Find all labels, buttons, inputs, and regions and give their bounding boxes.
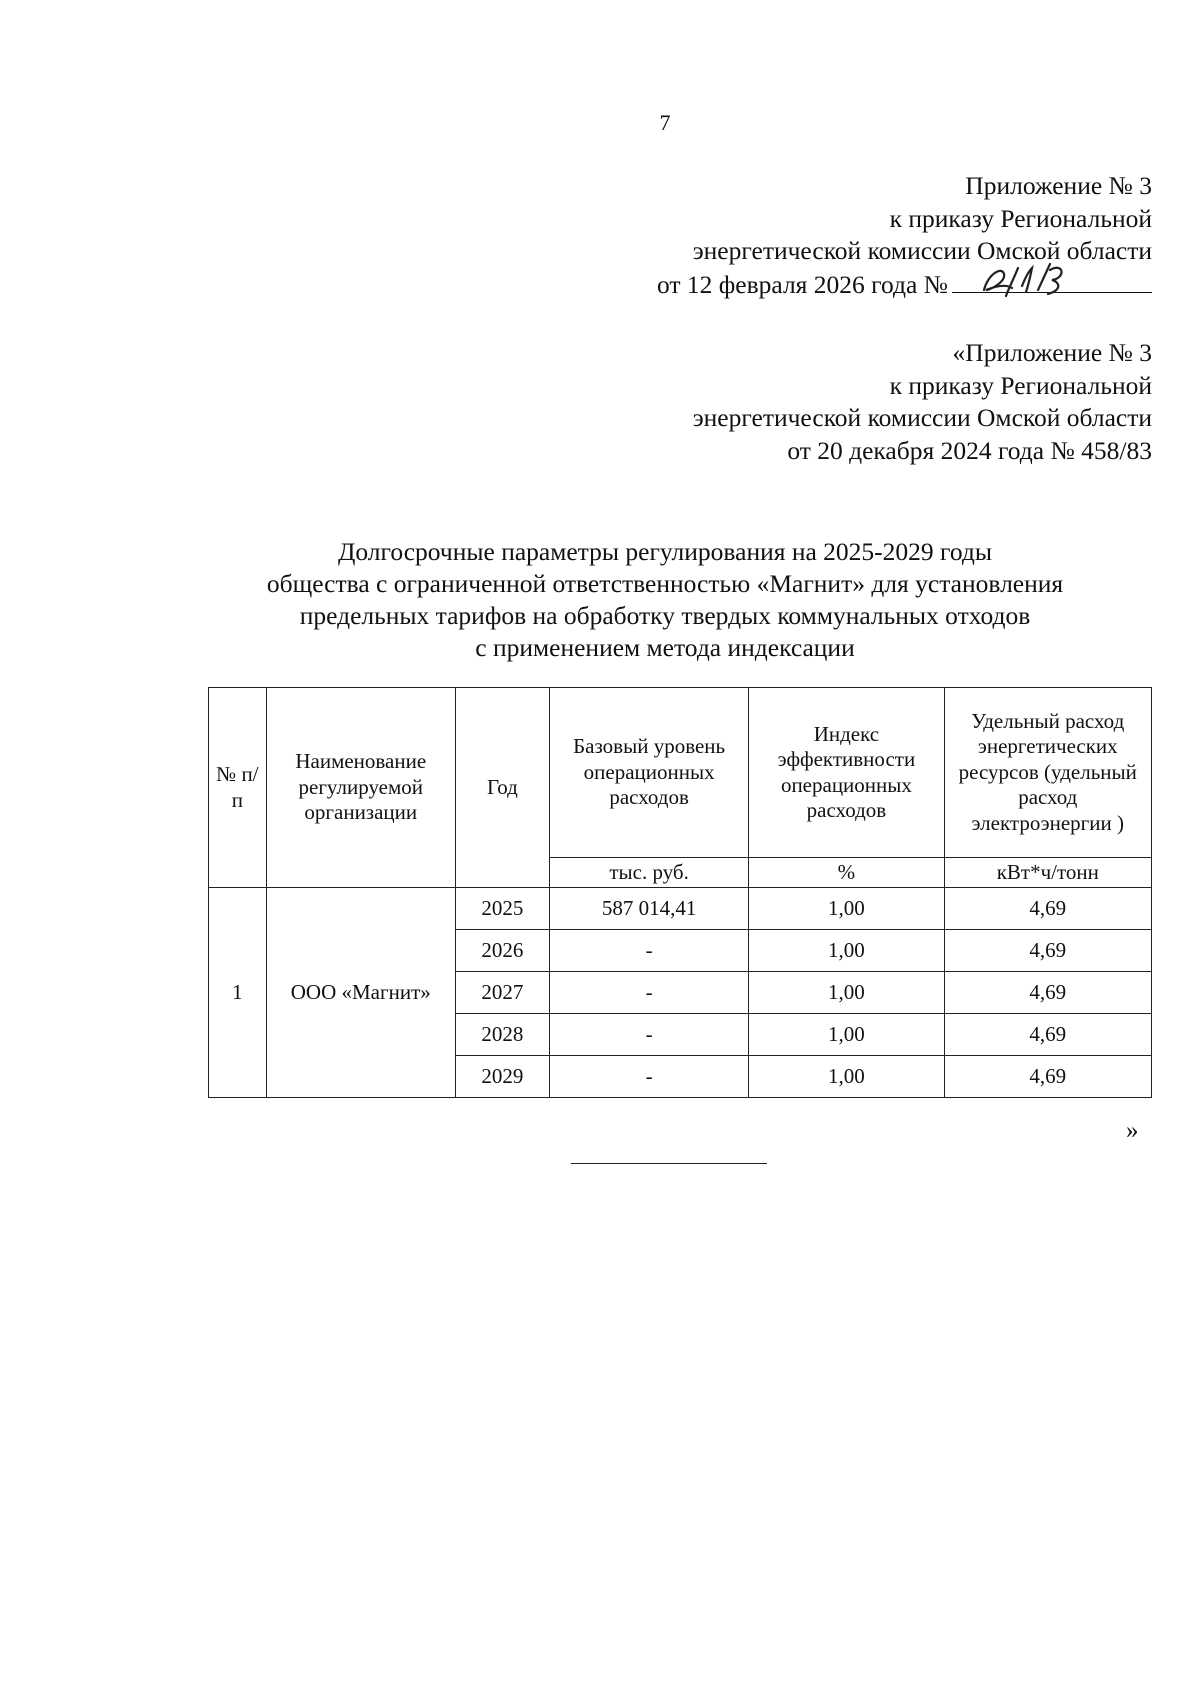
cell-year: 2025 — [455, 888, 549, 930]
table-row — [209, 888, 1152, 930]
unit-index: % — [749, 858, 944, 888]
cell-index: 1,00 — [749, 1056, 944, 1098]
original-appendix-commission: энергетической комиссии Омской области — [692, 403, 1152, 432]
cell-index: 1,00 — [749, 888, 944, 930]
row-num: 1 — [209, 888, 267, 1098]
title-line-1: Долгосрочные параметры регулирования на 2025-2029 годы — [338, 537, 992, 566]
cell-base: - — [549, 1056, 748, 1098]
page-number: 7 — [659, 110, 671, 135]
cell-energy: 4,69 — [944, 1056, 1151, 1098]
unit-energy: кВт*ч/тонн — [944, 858, 1151, 888]
parameters-table — [208, 687, 1152, 1098]
appendix-date-line — [657, 268, 1152, 302]
title-line-2: общества с ограниченной ответственностью «Магнит» для установления — [266, 569, 1064, 598]
cell-energy: 4,69 — [944, 888, 1151, 930]
appendix-header-original — [693, 337, 1152, 467]
original-appendix-order-ref: к приказу Региональной — [889, 370, 1152, 400]
appendix-date: от 12 февраля 2026 года № — [656, 269, 948, 299]
cell-index: 1,00 — [749, 972, 944, 1014]
closing-quote: » — [1126, 1117, 1139, 1144]
title-line-3: предельных тарифов на обработку твердых коммунальных отходов — [299, 601, 1031, 630]
appendix-header-new — [657, 170, 1152, 301]
original-appendix-date: от 20 декабря 2024 года № 458/83 — [787, 435, 1152, 465]
cell-index: 1,00 — [749, 1014, 944, 1056]
original-appendix-title: «Приложение № 3 — [952, 338, 1152, 367]
cell-energy: 4,69 — [944, 972, 1151, 1014]
table-header-row — [209, 688, 1152, 858]
row-org: ООО «Магнит» — [266, 888, 455, 1098]
cell-base: - — [549, 1014, 748, 1056]
cell-base: - — [549, 930, 748, 972]
header-index: Индекс эффективности операционных расходов — [749, 688, 944, 858]
cell-base: - — [549, 972, 748, 1014]
title-line-4: с применением метода индексации — [475, 633, 855, 662]
header-year: Год — [455, 688, 549, 888]
header-org: Наименование регулируемой организации — [266, 688, 455, 888]
end-rule — [571, 1163, 767, 1164]
header-energy: Удельный расход энергетических ресурсов (удельный расход электроэнергии ) — [944, 688, 1151, 858]
appendix-commission: энергетической комиссии Омской области — [692, 236, 1152, 265]
unit-base: тыс. руб. — [549, 858, 748, 888]
cell-year: 2026 — [455, 930, 549, 972]
cell-energy: 4,69 — [944, 1014, 1151, 1056]
cell-year: 2029 — [455, 1056, 549, 1098]
handwritten-number-icon — [978, 260, 1068, 298]
cell-base: 587 014,41 — [549, 888, 748, 930]
appendix-order-ref: к приказу Региональной — [889, 203, 1152, 233]
header-base: Базовый уровень операционных расходов — [549, 688, 748, 858]
order-number-field — [952, 268, 1152, 293]
cell-energy: 4,69 — [944, 930, 1151, 972]
cell-year: 2027 — [455, 972, 549, 1014]
appendix-title: Приложение № 3 — [965, 171, 1152, 200]
cell-index: 1,00 — [749, 930, 944, 972]
document-title — [0, 536, 1200, 664]
header-num: № п/п — [209, 688, 267, 888]
cell-year: 2028 — [455, 1014, 549, 1056]
